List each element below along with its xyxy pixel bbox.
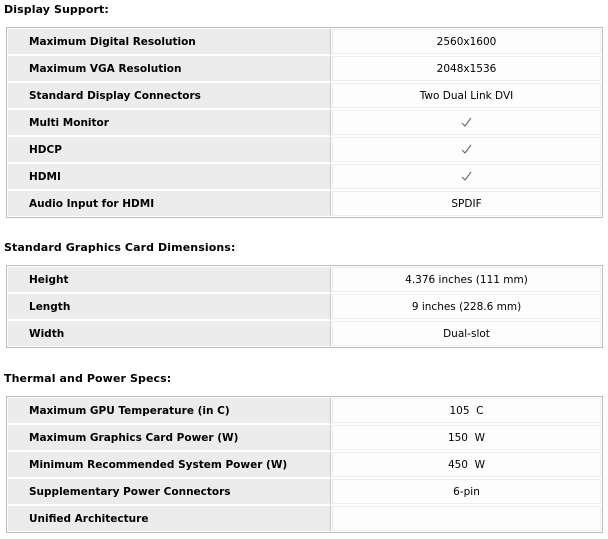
- row-label: Minimum Recommended System Power (W): [8, 452, 331, 479]
- table-row: [8, 191, 601, 216]
- row-label: Maximum Graphics Card Power (W): [8, 425, 331, 452]
- row-value: 150 W: [331, 425, 601, 452]
- table-row: [8, 506, 601, 531]
- table-row: [8, 137, 601, 164]
- row-label: Standard Display Connectors: [8, 83, 331, 110]
- row-value: 6-pin: [331, 479, 601, 506]
- section-title-display-support: Display Support:: [4, 3, 109, 16]
- check-icon: [461, 117, 472, 128]
- table-row: [8, 267, 601, 294]
- row-label: Supplementary Power Connectors: [8, 479, 331, 506]
- row-value: SPDIF: [331, 191, 601, 216]
- thermal-power-table: [6, 396, 603, 533]
- row-label: Maximum Digital Resolution: [8, 29, 331, 56]
- check-icon: [461, 144, 472, 155]
- table-row: [8, 83, 601, 110]
- row-value-check: [331, 164, 601, 191]
- table-row: [8, 398, 601, 425]
- table-row: [8, 452, 601, 479]
- table-row: [8, 479, 601, 506]
- table-row: [8, 164, 601, 191]
- table-row: [8, 425, 601, 452]
- row-value: 2048x1536: [331, 56, 601, 83]
- row-value: 2560x1600: [331, 29, 601, 56]
- row-label: Unified Architecture: [8, 506, 331, 531]
- table-row: [8, 294, 601, 321]
- table-row: [8, 110, 601, 137]
- row-value-check: [331, 137, 601, 164]
- section-title-card-dimensions: Standard Graphics Card Dimensions:: [4, 241, 236, 254]
- section-title-thermal-power: Thermal and Power Specs:: [4, 372, 172, 385]
- row-value: [331, 506, 601, 531]
- display-support-table: [6, 27, 603, 218]
- row-label: HDMI: [8, 164, 331, 191]
- row-value-check: [331, 110, 601, 137]
- check-icon: [461, 171, 472, 182]
- table-row: [8, 29, 601, 56]
- row-label: Length: [8, 294, 331, 321]
- table-row: [8, 321, 601, 346]
- row-label: Multi Monitor: [8, 110, 331, 137]
- row-value: Dual-slot: [331, 321, 601, 346]
- row-value: 9 inches (228.6 mm): [331, 294, 601, 321]
- row-label: Maximum VGA Resolution: [8, 56, 331, 83]
- row-label: Width: [8, 321, 331, 346]
- table-row: [8, 56, 601, 83]
- row-label: Maximum GPU Temperature (in C): [8, 398, 331, 425]
- card-dimensions-table: [6, 265, 603, 348]
- row-label: Height: [8, 267, 331, 294]
- row-value: 4.376 inches (111 mm): [331, 267, 601, 294]
- row-label: HDCP: [8, 137, 331, 164]
- row-value: 105 C: [331, 398, 601, 425]
- row-value: 450 W: [331, 452, 601, 479]
- row-value: Two Dual Link DVI: [331, 83, 601, 110]
- row-label: Audio Input for HDMI: [8, 191, 331, 216]
